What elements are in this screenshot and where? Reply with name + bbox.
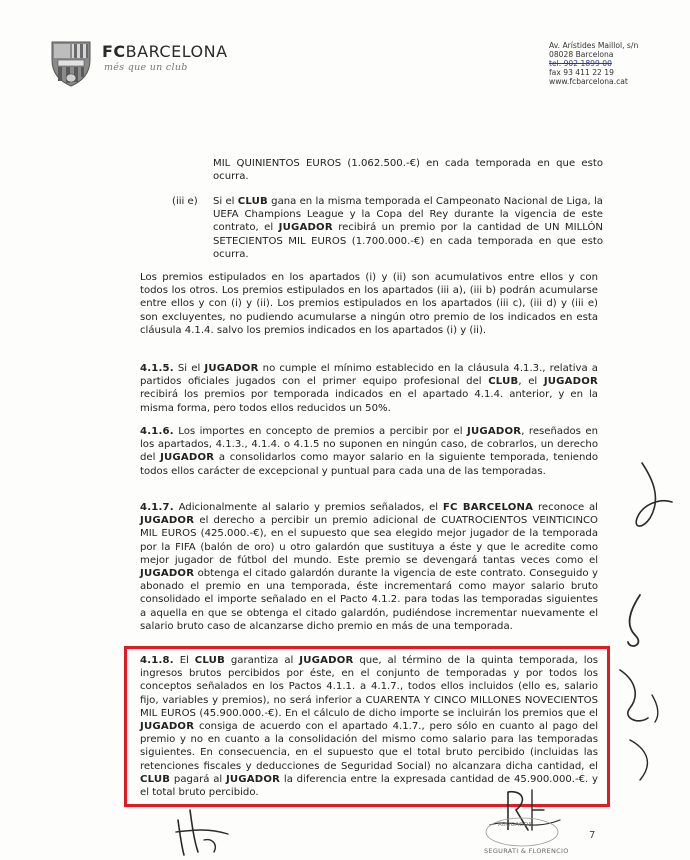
address-tel: tel. 902 1899 00 xyxy=(549,59,612,68)
stamp-firm: SEGURATI & FLORENCIO xyxy=(484,847,569,855)
club-address xyxy=(549,41,638,86)
address-fax: fax 93 411 22 19 xyxy=(549,68,614,77)
address-street: Av. Arístides Maillol, s/n xyxy=(549,41,639,50)
clause-4-1-7: 4.1.7. Adicionalmente al salario y premios señalados, el FC BARCELONA reconoce al JUGADOR el derecho a percibir un premio adicional de CUATROCIENTOS VEINTICINCO MIL EUROS (425.000.-€), en el supuesto que sea elegido mejor jugador de la temporada por la FIFA (balón de oro) u otro galardón que sustituya a éste y que le acredite como mejor jugador de fútbol del mundo. Este premio se devengará tantas veces como el JUGADOR obtenga el citado galardón durante la vigencia de este contrato. Conseguido y abonado el premio en una temporada, éste incrementará como mayor salario bruto consolidado el importe señalado en el Pacto 4.1.2. para todas las temporadas siguientes a aquella en que se obtenga el citado galardón, pudiéndose incrementar nuevamente el salario bruto caso de alcanzarse dicho premio en más de una temporada. xyxy=(140,502,598,632)
clause-4-1-8: 4.1.8. El CLUB garantiza al JUGADOR que, al término de la quinta temporada, los ingresos brutos percibidos por éste, en el conjunto de temporadas y por todos los conceptos señalados en los Pactos 4.1.1. a 4.1.7., todos ellos incluidos (ello es, salario fijo, variables y premios), no será inferior a CUARENTA Y CINCO MILLONES NOVECIENTOS MIL EUROS (45.900.000.-€). En el cálculo de dicho importe se incluirán los premios que el JUGADOR consiga de acuerdo con el apartado 4.1.7., pero sólo en cuanto al pago del premio y no en cuanto a la consolidación del mismo como salario para las temporadas siguientes. En consecuencia, en el supuesto que el total bruto percibido (incluidas las retenciones fiscales y deducciones de Seguridad Social) no alcanzara dicha cantidad, el CLUB pagará al JUGADOR la diferencia entre la expresada cantidad de 45.900.000.-€. y el total bruto percibido. xyxy=(140,655,599,799)
clause-4-1-5: 4.1.5. Si el JUGADOR no cumple el mínimo establecido en la cláusula 4.1.3., relativa a partidos oficiales jugados con el primer equipo profesional del CLUB, el JUGADOR recibirá los premios por temporada indicados en el apartado 4.1.4. anterior, y en la misma forma, pero todos ellos reducidos un 50%. xyxy=(140,363,598,414)
paragraph-continued: MIL QUINIENTOS EUROS (1.062.500.-€) en cada temporada en que esto ocurra. xyxy=(213,158,603,183)
page-number: 7 xyxy=(589,830,596,841)
paragraph-iii-e: Si el CLUB gana en la misma temporada el Campeonato Nacional de Liga, la UEFA Champions League y la Copa del Rey durante la vigencia de este contrato, el JUGADOR recibirá un premio por la cantidad de UN MILLÓN SETECIENTOS MIL EUROS (1.700.000.-€) en cada temporada en que esto ocurra. xyxy=(213,196,603,260)
item-label-iii-e: (iii e) xyxy=(172,196,198,207)
paragraph-premios-acumulativos: Los premios estipulados en los apartados (i) y (ii) son acumulativos entre ellos y con todos los otros. Los premios estipulados en los apartados (iii a), (iii b) podrán acumularse entre ellos y con (i) y (ii). Los premios estipulados en los apartados (iii c), (iii d) y (iii e) son excluyentes, no pudiendo acumularse a ningún otro premio de los indicados en esta cláusula 4.1.4. salvo los premios indicados en los apartados (i) y (ii). xyxy=(140,272,598,336)
footer-signature-left xyxy=(168,800,248,860)
margin-signature-1 xyxy=(612,458,682,538)
brand-slogan: més que un club xyxy=(104,62,188,73)
address-city: 08028 Barcelona xyxy=(549,50,614,59)
stamp-label: ABOGADOS xyxy=(498,822,533,828)
brand-name: FCBARCELONA xyxy=(102,42,228,61)
margin-signature-2 xyxy=(600,590,680,790)
fc-barcelona-crest-icon xyxy=(46,38,96,88)
address-web: www.fcbarcelona.cat xyxy=(549,77,628,86)
clause-4-1-6: 4.1.6. Los importes en concepto de premios a percibir por el JUGADOR, reseñados en los apartados, 4.1.3., 4.1.4. o 4.1.5 no suponen en ningún caso, de cobrarlos, un derecho del JUGADOR a consolidarlos como mayor salario en la siguiente temporada, teniendo todos ellos carácter de excepcional y puntual para cada una de las temporadas. xyxy=(140,426,598,477)
